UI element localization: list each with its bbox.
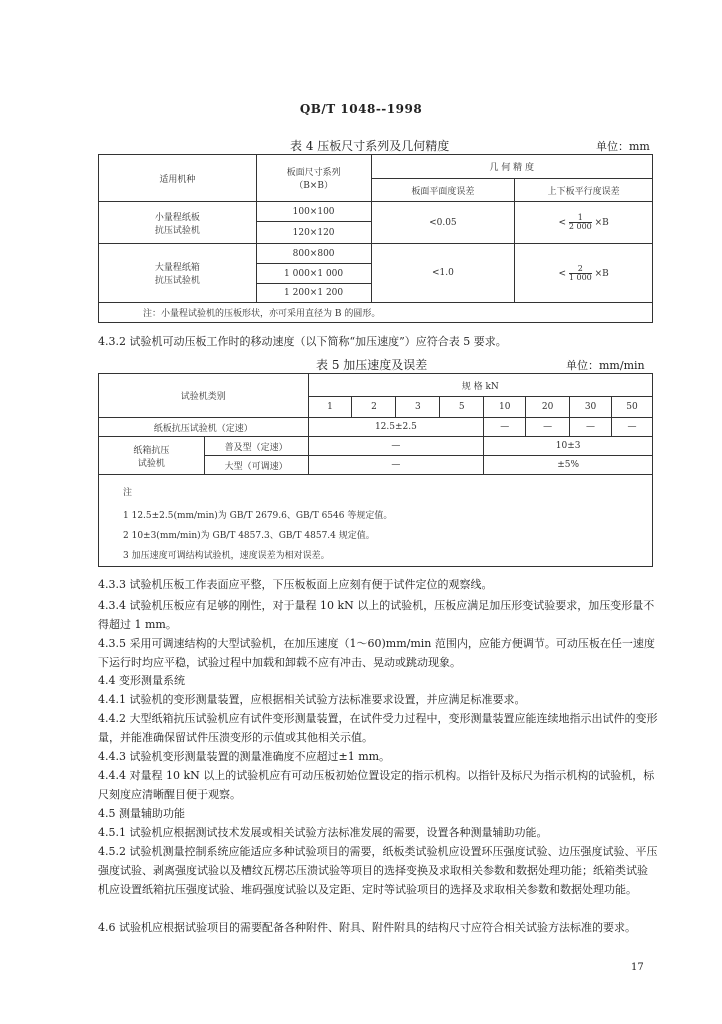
table5-notes [99,475,653,567]
table4-row1-par-num: 1 [569,214,592,223]
section-4-5-heading: 4.5 测量辅助功能 [98,807,185,820]
table4-row1-flat: <0.05 [371,202,515,244]
table4-row1-size-b: 120×120 [256,222,371,244]
table4-row2-par-prefix: < [558,268,566,279]
table5-row1-dash-50: — [612,418,653,437]
table4-unit: 单位：mm [596,140,650,153]
table5-row1-label: 纸板抗压试验机（定速） [99,418,309,437]
section-4-4-3: 4.4.3 试验机变形测量装置的测量准确度不应超过±1 mm。 [98,750,391,763]
table5-range-2: 2 [352,397,396,418]
table5-row2-dash: — [308,437,484,456]
section-4-5-1: 4.5.1 试验机应根据测试技术发展或相关试验方法标准发展的需要，设置各种测量辅助功能。 [98,826,548,839]
table4-col-size [256,155,371,202]
table4-col-size-label: 板面尺寸系列 [286,168,341,178]
section-4-3-4: 4.3.4 试验机压板应有足够的刚性，对于量程 10 kN 以上的试验机，压板应满足加压形变试验要求，加压变形量不得超过 1 mm。 [98,599,655,631]
table5-note-title: 注 [123,488,133,498]
table5-range-30: 30 [570,397,612,418]
table4-row1-par-suffix: ×B [594,218,609,228]
table5-row1-dash-10: — [484,418,526,437]
table4-col-machine: 适用机种 [99,155,257,202]
table4-col-par: 上下板平行度误差 [515,179,653,202]
table5-row2-value: 10±3 [484,437,653,456]
table5-range-10: 10 [484,397,526,418]
table5-row2-group-line1: 纸箱抗压 [133,445,170,456]
table5-row1-dash-20: — [526,418,570,437]
table5-row2-sub1: 普及型（定速） [204,437,308,456]
section-4-3-5: 4.3.5 采用可调速结构的大型试验机，在加压速度（1～60)mm/min 范围内，应能方便调节。可动压板在任一速度下运行时均应平稳，试验过程中加载和卸载不应有冲击、晃动或跳动现象。 [98,637,655,669]
table4-row2-par-den: 1 000 [568,272,592,282]
table4-row1-par-den: 2 000 [568,222,592,231]
table5-range-3: 3 [396,397,440,418]
table4-row1-size-a: 100×100 [256,202,371,222]
table5-col-type: 试验机类别 [99,374,309,418]
table4-row2-par-num: 2 [569,265,592,274]
table4-row1-machine [99,202,257,244]
standard-code-header: QB/T 1048--1998 [299,102,423,116]
table4-row2-flat: <1.0 [371,244,515,303]
table4-row2-par-suffix: ×B [594,268,609,279]
table4-row2-par [515,244,653,303]
table5-row1-value: 12.5±2.5 [308,418,484,437]
table5-note-3: 3 加压速度可调结构试验机，速度误差为相对误差。 [123,551,330,561]
table4-row1-par-prefix: < [558,218,566,228]
section-4-4-4: 4.4.4 对量程 10 kN 以上的试验机应有可动压板初始位置设定的指示机构。以指针及标尺为指示机构的试验机，标尺刻度应清晰醒目便于观察。 [98,769,655,801]
table5-row3-dash: — [308,456,484,475]
table4-row2-machine-line1: 大量程纸箱 [154,263,200,273]
table5-row3-value: ±5% [484,456,653,475]
table5-col-range: 规 格 kN [308,374,652,397]
table4-row1-machine-line1: 小量程纸板 [154,212,200,223]
table4-row1-machine-line2: 抗压试验机 [154,225,200,236]
table5-note-1: 1 12.5±2.5(mm/min)为 GB/T 2679.6、GB/T 6546 等规定值。 [123,511,393,521]
table5 [98,373,653,567]
table5-row1-dash-30: — [570,418,612,437]
table4 [98,154,653,323]
table5-range-1: 1 [308,397,352,418]
table5-range-5: 5 [440,397,484,418]
table4-col-size-sub: （B×B） [294,181,333,191]
table4-row1-par [515,202,653,244]
table5-caption: 表 5 加压速度及误差 [316,358,428,372]
table4-col-flat: 板面平面度误差 [371,179,515,202]
table5-unit: 单位：mm/min [566,359,645,372]
table4-row1-par-fraction [569,214,592,231]
section-4-3-3: 4.3.3 试验机压板工作表面应平整，下压板板面上应刻有便于试件定位的观察线。 [98,578,493,591]
table4-caption: 表 4 压板尺寸系列及几何精度 [290,139,450,153]
table5-row2-group-line2: 试验机 [137,458,165,469]
table4-note: 注：小量程试验机的压板形状，亦可采用直径为 B 的圆形。 [99,303,653,323]
table5-row2-group [99,437,205,475]
table4-row2-size-c: 1 200×1 200 [256,284,371,303]
section-4-4-1: 4.4.1 试验机的变形测量装置，应根据相关试验方法标准要求设置，并应满足标准要求。 [98,693,526,706]
table4-row2-machine-line2: 抗压试验机 [154,276,200,286]
table4-row2-size-b: 1 000×1 000 [256,264,371,284]
section-4-4-heading: 4.4 变形测量系统 [98,674,185,687]
section-4-3-2: 4.3.2 试验机可动压板工作时的移动速度（以下简称“加压速度”）应符合表 5 要求。 [98,335,507,348]
section-4-5-2: 4.5.2 试验机测量控制系统应能适应多种试验项目的需要，纸板类试验机应设置环压强度试验、边压强度试验、平压强度试验、剥离强度试验以及槽纹瓦楞芯压溃试验等项目的选择变换及求取相关参数和数据处理功能；纸箱类试验机应设置纸箱抗压强度试验、堆码强度试验以及定距、定时等试验项目的选择及求取相关参数和数据处理功能。 [98,845,658,896]
section-4-4-2: 4.4.2 大型纸箱抗压试验机应有试件变形测量装置，在试件受力过程中，变形测量装置应能连续地指示出试件的变形量，并能准确保留试件压溃变形的示值或其他相关示值。 [98,712,658,744]
table4-col-geo: 几 何 精 度 [371,155,653,179]
section-4-6: 4.6 试验机应根据试验项目的需要配备各种附件、附具、附件附具的结构尺寸应符合相关试验方法标准的要求。 [98,921,636,934]
table5-note-2: 2 10±3(mm/min)为 GB/T 4857.3、GB/T 4857.4 规定值。 [123,531,375,541]
table4-row2-size-a: 800×800 [256,244,371,264]
table4-row2-machine [99,244,257,303]
table5-range-20: 20 [526,397,570,418]
table5-row3-sub2: 大型（可调速） [204,456,308,475]
table5-range-50: 50 [612,397,653,418]
table4-row2-par-fraction [569,265,592,282]
page-number: 17 [631,962,644,973]
